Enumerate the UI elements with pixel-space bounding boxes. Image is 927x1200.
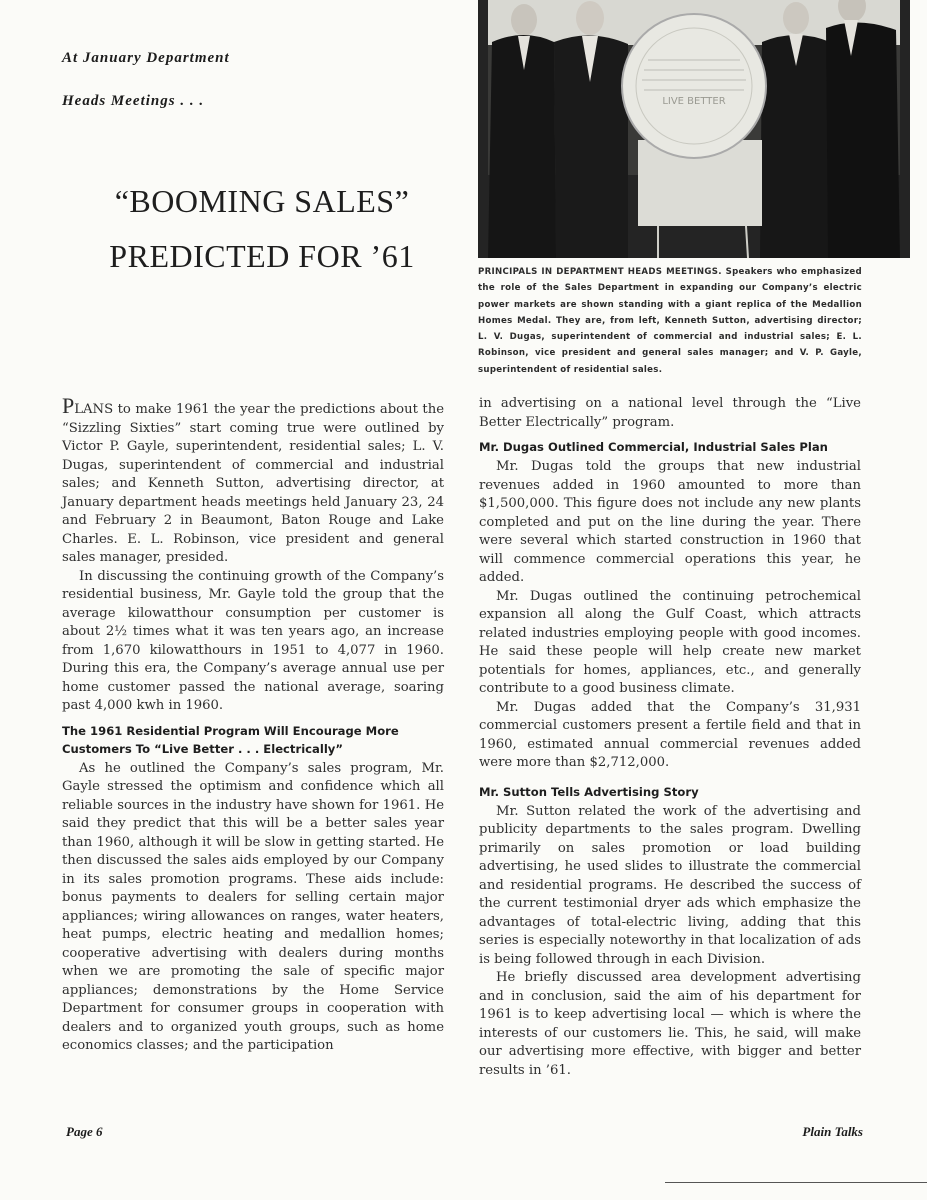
headline-line-1: “BOOMING SALES” — [114, 183, 410, 219]
person-4 — [826, 0, 900, 258]
medallion — [622, 14, 766, 158]
article-column-left — [62, 393, 444, 1056]
headline-line-2: PREDICTED FOR ’61 — [109, 238, 415, 274]
kicker-line-2: Heads Meetings . . . — [62, 93, 205, 109]
subhead-commercial: Mr. Dugas Outlined Commercial, Industrial Sales Plan — [479, 440, 828, 454]
page-number: Page 6 — [66, 1124, 103, 1139]
subhead-residential: The 1961 Residential Program Will Encourage More Customers To “Live Better . . . Electrically” — [62, 723, 399, 756]
paragraph: As he outlined the Company’s sales program, Mr. Gayle stressed the optimism and confidence which all reliable sources in the industry have shown for 1961. He said they predict that this will be a better sales year than 1960, although it will be slow in getting started. He then discussed the sales aids employed by our Company in its sales promotion programs. These aids include: bonus payments to dealers for selling certain major appliances; wiring allowances on ranges, water heaters, heat pumps, electric heating and medallion homes; cooperative advertising with dealers during months when we are promoting the sale of specific major appliances; demonstrations by the Home Service Department for consumer groups in cooperation with dealers and to organized youth groups, such as home economics classes; and the participation — [62, 760, 444, 1053]
paragraph: Mr. Dugas told the groups that new industrial revenues added in 1960 amounted to more than $1,500,000. This figure does not include any new plants completed and put on the line during the year. There were several which started construction in 1960 that will commence commercial operations this year, he added. — [479, 459, 861, 585]
photo-caption: PRINCIPALS IN DEPARTMENT HEADS MEETINGS. Speakers who emphasized the role of the Sales Department in expanding our Company’s electric power markets are shown standing with a giant replica of the Medallion Homes Medal. They are, from left, Kenneth Sutton, advertising director; L. V. Dugas, superintendent of commercial and industrial sales; E. L. Robinson, vice president and general sales manager; and V. P. Gayle, superintendent of residential sales. — [478, 267, 862, 375]
paragraph-continued: in advertising on a national level through the “Live Better Electrically” program. — [479, 396, 861, 430]
photo-illustration — [478, 0, 910, 258]
footer-rule — [665, 1182, 927, 1183]
paragraph: He briefly discussed area development advertising and in conclusion, said the aim of his department for 1961 is to keep advertising local — which is where the interests of our customers lie. This, he said, will make our advertising more effective, with bigger and better results in ’61. — [479, 970, 861, 1078]
person-3 — [760, 2, 830, 258]
kicker-line-1: At January Department — [62, 50, 230, 66]
drop-cap: P — [62, 393, 75, 418]
person-1 — [488, 4, 556, 258]
paragraph: Mr. Dugas added that the Company’s 31,931 commercial customers present a fertile field and that in 1960, estimated annual commercial revenues added were more than $2,712,000. — [479, 699, 861, 770]
article-column-right — [479, 395, 861, 1080]
svg-text:LIVE BETTER: LIVE BETTER — [662, 96, 726, 107]
paragraph: In discussing the continuing growth of the Company’s residential business, Mr. Gayle told the group that the average kilowatthour consumption per customer is about 2½ times what it was ten years ago, an increase from 1,670 kilowatthours in 1951 to 4,077 in 1960. During this era, the Company’s average annual use per home customer passed the national average, soaring past 4,000 kwh in 1960. — [62, 568, 444, 713]
subhead-advertising: Mr. Sutton Tells Advertising Story — [479, 784, 699, 799]
paragraph: Mr. Dugas outlined the continuing petrochemical expansion all along the Gulf Coast, which attracts related industries employing people with good incomes. He said these people will help create new market potentials for homes, appliances, etc., and generally contribute to a good business climate. — [479, 588, 861, 696]
publication-name: Plain Talks — [802, 1124, 863, 1139]
intro-paragraph: PLANS to make 1961 the year the predictions about the “Sizzling Sixties” start coming true were outlined by Victor P. Gayle, superintendent, residential sales; L. V. Dugas, superintendent of commercial and industrial sales; and Kenneth Sutton, advertising director, at January department heads meetings held January 23, 24 and February 2 in Beaumont, Baton Rouge and Lake Charles. E. L. Robinson, vice president and general sales manager, presided. — [62, 393, 444, 565]
paragraph: Mr. Sutton related the work of the advertising and publicity departments to the sales program. Dwelling primarily on sales promotion or load building advertising, he used slides to illustrate the commercial and residential programs. He described the success of the current testimonial dryer ads which emphasize the advantages of total-electric living, adding that this series is especially noteworthy in that localization of ads is being followed through in each Division. — [479, 803, 861, 967]
meeting-photo — [478, 0, 910, 258]
